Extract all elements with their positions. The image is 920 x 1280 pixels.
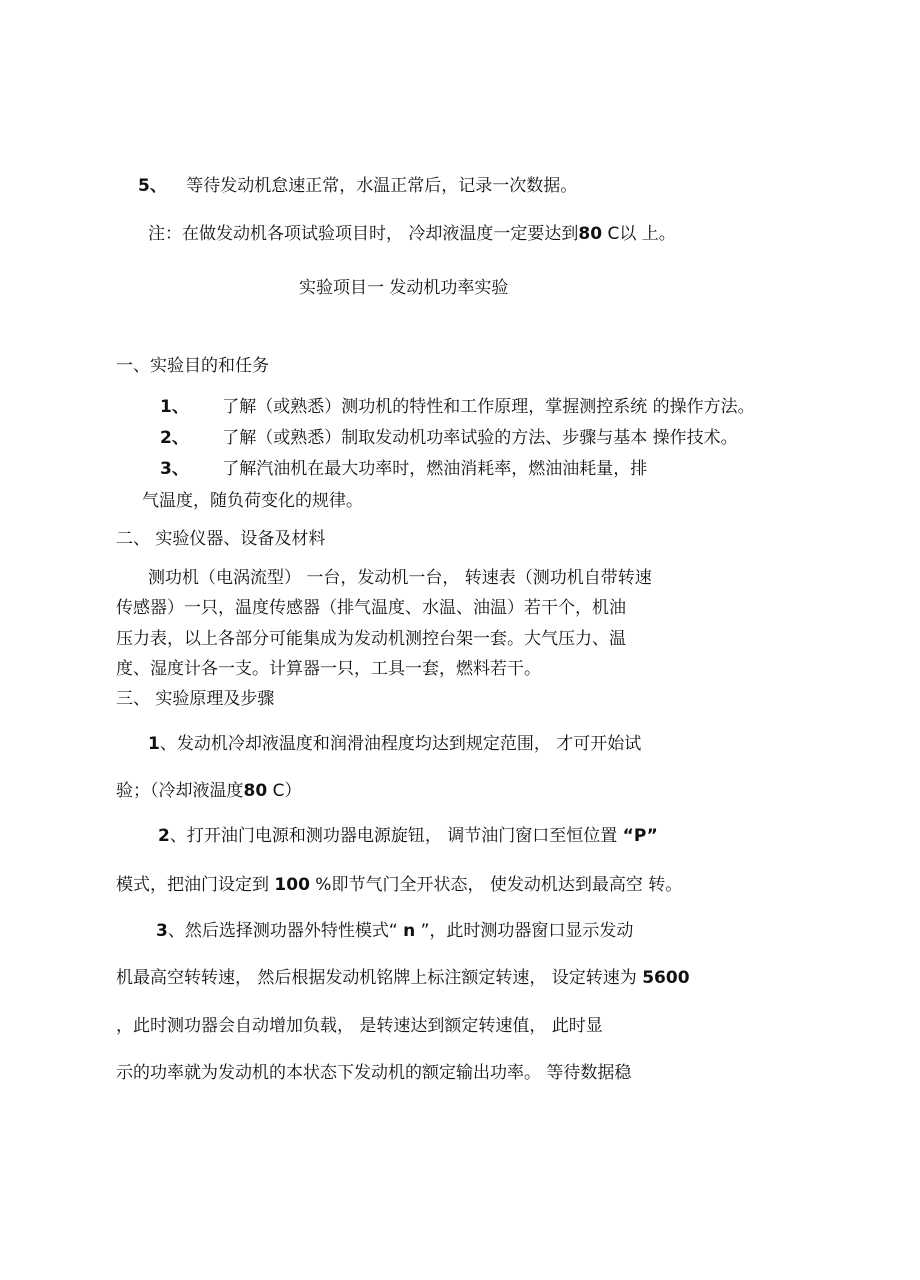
step-text: 、然后选择测功器外特性模式“ <box>167 921 404 941</box>
heading-principle: 三、 实验原理及步骤 <box>116 689 275 709</box>
item-text: 了解（或熟悉）测功机的特性和工作原理，掌握测控系统 的操作方法。 <box>222 397 755 417</box>
equipment-paragraph-line-4: 度、湿度计各一支。计算器一只，工具一套，燃料若干。 <box>116 659 541 679</box>
principle-step-3-cont-1 <box>116 967 690 989</box>
equipment-paragraph-line-1: 测功机（电涡流型） 一台，发动机一台， 转速表（测功机自带转速 <box>148 568 652 588</box>
principle-step-3-cont-2: ，此时测功器会自动增加负载， 是转速达到额定转速值， 此时显 <box>116 1016 603 1036</box>
item-text: 了解（或熟悉）制取发动机功率试验的方法、步骤与基本 操作技术。 <box>222 428 738 448</box>
section-title: 实验项目一 发动机功率实验 <box>299 278 509 298</box>
item-number: 2、 <box>160 428 189 448</box>
step-number: 3 <box>156 921 168 941</box>
step-text: 机最高空转转速， 然后根据发动机铭牌上标注额定转速， 设定转速为 <box>116 968 643 988</box>
step-text-end: %即节气门全开状态， 使发动机达到最高空 转。 <box>309 875 683 895</box>
principle-step-1-cont <box>116 780 301 802</box>
step-text: 、打开油门电源和测功器电源旋钮， 调节油门窗口至恒位置 <box>169 826 623 846</box>
purpose-item-3-cont: 气温度，随负荷变化的规律。 <box>142 491 363 511</box>
item-text: 了解汽油机在最大功率时，燃油消耗率，燃油油耗量，排 <box>222 459 648 479</box>
note-line <box>148 223 676 245</box>
speed-value: 5600 <box>642 968 690 988</box>
equipment-paragraph-line-3: 压力表，以上各部分可能集成为发动机测控台架一套。大气压力、温 <box>116 629 626 649</box>
principle-step-1 <box>148 733 641 755</box>
item-number: 3、 <box>160 459 189 479</box>
note-text-end: C以 上。 <box>602 224 676 244</box>
item-number: 1、 <box>160 397 189 417</box>
note-text: 注：在做发动机各项试验项目时， 冷却液温度一定要达到 <box>148 224 579 244</box>
step-number: 2 <box>158 826 170 846</box>
throttle-value: 100 <box>274 875 310 895</box>
purpose-item-1 <box>160 396 755 418</box>
step-number: 5、 <box>138 176 167 196</box>
purpose-item-2 <box>160 427 738 449</box>
step-text: 等待发动机怠速正常，水温正常后，记录一次数据。 <box>186 176 578 196</box>
heading-purpose: 一、实验目的和任务 <box>116 356 269 376</box>
principle-step-2-cont <box>116 874 682 896</box>
temperature-value: 80 <box>243 781 268 801</box>
mode-label: “P” <box>622 826 658 846</box>
step-text: 、发动机冷却液温度和润滑油程度均达到规定范围， 才可开始试 <box>159 734 642 754</box>
temperature-value: 80 <box>578 224 603 244</box>
step-number: 1 <box>148 734 160 754</box>
principle-step-3 <box>156 920 633 942</box>
mode-label: n <box>403 921 416 941</box>
principle-step-3-cont-3: 示的功率就为发动机的本状态下发动机的额定输出功率。 等待数据稳 <box>116 1063 632 1083</box>
step-text: 验；（冷却液温度 <box>116 781 244 801</box>
step-text-end: C） <box>267 781 302 801</box>
heading-equipment: 二、 实验仪器、设备及材料 <box>116 529 326 549</box>
step-5-line <box>138 175 577 197</box>
purpose-item-3 <box>160 458 647 480</box>
step-text-end: ”，此时测功器窗口显示发动 <box>415 921 634 941</box>
step-text: 模式，把油门设定到 <box>116 875 275 895</box>
equipment-paragraph-line-2: 传感器）一只，温度传感器（排气温度、水温、油温）若干个，机油 <box>116 598 626 618</box>
principle-step-2 <box>158 825 658 847</box>
